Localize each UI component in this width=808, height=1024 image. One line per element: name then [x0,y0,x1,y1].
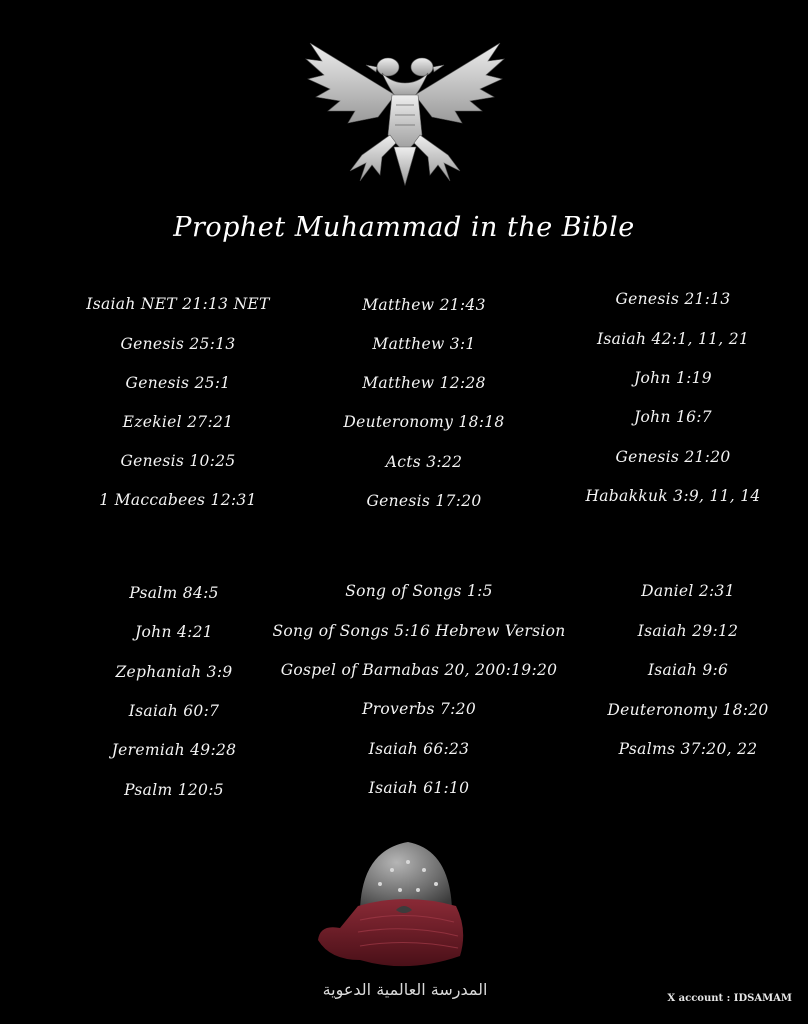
reference-item: Ezekiel 27:21 [122,413,234,431]
reference-item: John 1:19 [634,369,712,387]
reference-item: Genesis 17:20 [366,492,482,510]
reference-item: 1 Maccabees 12:31 [99,491,257,509]
reference-item: Deuteronomy 18:20 [607,701,769,719]
reference-item: Isaiah 61:10 [368,779,470,797]
reference-item: Isaiah 29:12 [637,622,739,640]
reference-item: Song of Songs 1:5 [345,582,493,600]
reference-item: Isaiah 66:23 [368,740,470,758]
reference-item: Matthew 21:43 [362,296,486,314]
reference-item: Daniel 2:31 [641,582,735,600]
reference-item: Isaiah NET 21:13 NET [86,295,270,313]
reference-item: Matthew 12:28 [362,374,486,392]
reference-item: Genesis 10:25 [120,452,236,470]
account-credit: X account : IDSAMAM [667,993,792,1004]
reference-item: Song of Songs 5:16 Hebrew Version [272,622,566,640]
reference-item: Habakkuk 3:9, 11, 14 [585,487,761,505]
reference-item: Psalms 37:20, 22 [618,740,758,758]
reference-item: Isaiah 9:6 [647,661,729,679]
reference-item: Psalm 84:5 [129,584,219,602]
double-headed-eagle-icon [300,35,510,190]
reference-item: Isaiah 42:1, 11, 21 [596,330,750,348]
reference-item: John 4:21 [135,623,213,641]
reference-item: Jeremiah 49:28 [111,741,237,759]
reference-item: Psalm 120:5 [124,781,224,799]
reference-item: Genesis 21:13 [615,290,731,308]
reference-item: Gospel of Barnabas 20, 200:19:20 [280,661,558,679]
reference-item: Zephaniah 3:9 [115,663,233,681]
page-title: Prophet Muhammad in the Bible [173,212,635,243]
reference-item: Isaiah 60:7 [128,702,220,720]
logo-text: المدرسة العالمية الدعوية [322,980,488,999]
reference-item: Genesis 25:1 [125,374,231,392]
reference-item: Genesis 21:20 [615,448,731,466]
reference-item: Proverbs 7:20 [361,700,477,718]
reference-item: Deuteronomy 18:18 [343,413,505,431]
reference-item: Acts 3:22 [385,453,463,471]
turban-helmet-icon [300,840,510,980]
reference-item: Matthew 3:1 [372,335,476,353]
reference-item: John 16:7 [634,408,712,426]
reference-item: Genesis 25:13 [120,335,236,353]
